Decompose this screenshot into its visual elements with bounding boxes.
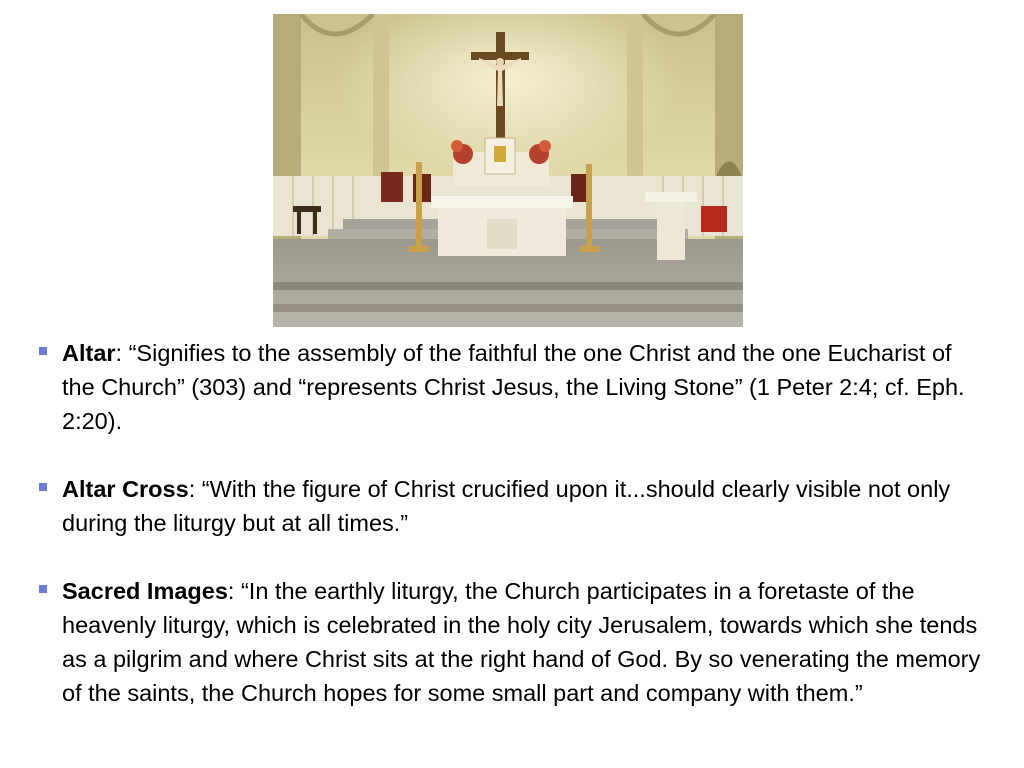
bullet-altar-cross	[36, 472, 986, 540]
bullet-text: : “With the figure of Christ crucified upon it...should clearly visible not only during the liturgy but at all times.”	[62, 476, 951, 536]
square-bullet-icon	[39, 347, 47, 355]
bullet-term: Sacred Images	[62, 578, 228, 604]
bullet-term: Altar Cross	[62, 476, 189, 502]
bullet-text: : “In the earthly liturgy, the Church participates in a foretaste of the heavenly liturgy, which is celebrated in the holy city Jerusalem, towards which she tends as a pilgrim and where Christ sits at the right hand of God. By so venerating the memory of the saints, the Church hopes for some small part and company with them.”	[62, 578, 981, 706]
bullet-list	[36, 336, 986, 710]
square-bullet-icon	[39, 585, 47, 593]
bullet-sacred-images	[36, 574, 986, 710]
bullet-term: Altar	[62, 340, 116, 366]
bullet-text: : “Signifies to the assembly of the faithful the one Christ and the one Eucharist of the Church” (303) and “represents Christ Jesus, the Living Stone” (1 Peter 2:4; cf. Eph. 2:20).	[62, 340, 965, 434]
church-altar-photo	[273, 14, 743, 327]
bullet-altar	[36, 336, 986, 438]
square-bullet-icon	[39, 483, 47, 491]
